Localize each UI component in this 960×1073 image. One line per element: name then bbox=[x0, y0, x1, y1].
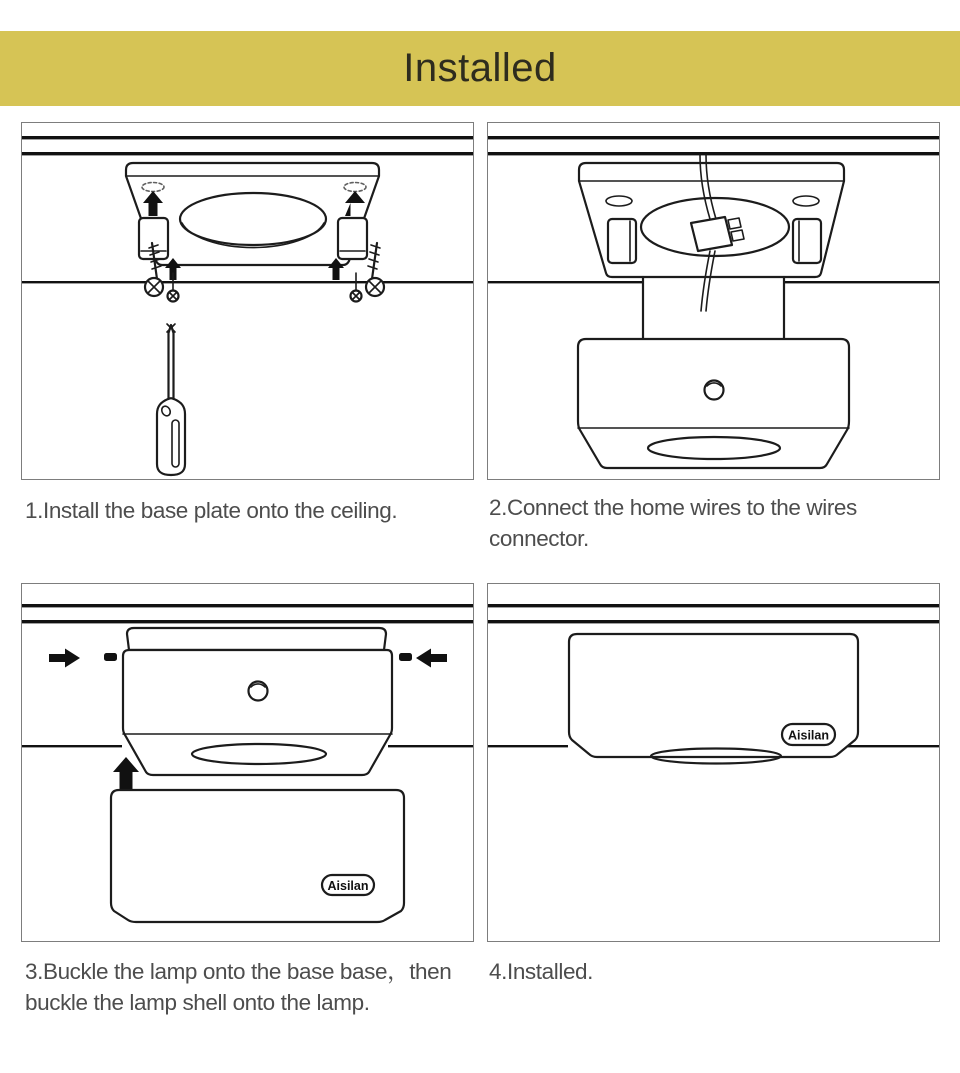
step4-caption: 4.Installed. bbox=[489, 959, 594, 984]
step3-illustration bbox=[22, 584, 473, 941]
arrow-left-icon bbox=[416, 649, 447, 668]
step1-caption: 1.Install the base plate onto the ceiling. bbox=[25, 498, 398, 523]
base-plate bbox=[127, 628, 386, 650]
screw-small-icon bbox=[168, 273, 179, 302]
step2-panel bbox=[487, 122, 940, 480]
ceiling-line bbox=[488, 136, 939, 139]
step4-illustration bbox=[488, 584, 939, 941]
lamp-shell bbox=[111, 790, 404, 922]
wall-line bbox=[22, 281, 473, 283]
wall-line bbox=[848, 745, 939, 747]
brand-badge-label: Aisilan bbox=[788, 728, 829, 743]
title-banner bbox=[0, 31, 960, 106]
ceiling-line bbox=[22, 620, 473, 623]
step2-caption: 2.Connect the home wires to the wires connector. bbox=[489, 495, 857, 551]
screw-icon bbox=[366, 243, 384, 296]
step4-panel bbox=[487, 583, 940, 942]
wall-line bbox=[388, 745, 473, 747]
wall-line bbox=[488, 745, 568, 747]
mount-bracket bbox=[608, 219, 636, 263]
step2-illustration bbox=[488, 123, 939, 479]
page-title: Installed bbox=[403, 46, 557, 90]
plate-opening bbox=[180, 193, 326, 245]
step1-illustration bbox=[22, 123, 473, 479]
mount-bracket bbox=[338, 218, 367, 259]
wall-line bbox=[488, 281, 643, 283]
screwdriver-icon bbox=[157, 324, 185, 475]
ceiling-line bbox=[22, 604, 473, 607]
lamp-body bbox=[578, 339, 849, 468]
step3-caption: 3.Buckle the lamp onto the base base，then buckle the lamp shell onto the lamp. bbox=[25, 959, 452, 1015]
mount-cylinder bbox=[643, 277, 784, 339]
step3-panel bbox=[21, 583, 474, 942]
ceiling-line bbox=[488, 604, 939, 607]
brand-badge-label: Aisilan bbox=[327, 879, 369, 893]
screw-small-icon bbox=[351, 273, 362, 302]
buckle-clip bbox=[104, 653, 117, 661]
wall-line bbox=[785, 281, 939, 283]
mount-bracket bbox=[793, 219, 821, 263]
lamp-body bbox=[123, 650, 392, 775]
ceiling-line bbox=[22, 136, 473, 139]
wall-line bbox=[22, 745, 122, 747]
ceiling-line bbox=[22, 152, 473, 155]
ceiling-line bbox=[488, 620, 939, 623]
ceiling-line bbox=[488, 152, 939, 155]
arrow-right-icon bbox=[49, 649, 80, 668]
buckle-clip bbox=[399, 653, 412, 661]
brand-badge bbox=[782, 724, 835, 745]
step1-panel bbox=[21, 122, 474, 480]
brand-badge bbox=[322, 875, 374, 895]
arrow-up-icon bbox=[113, 757, 139, 789]
